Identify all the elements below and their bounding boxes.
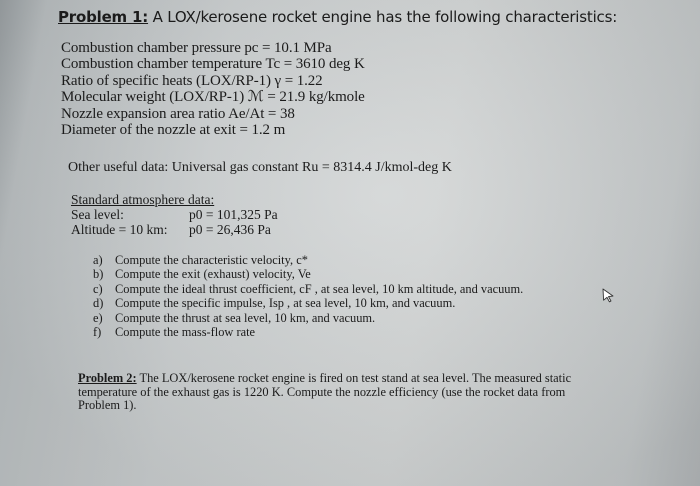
spec-molecular-weight: Molecular weight (LOX/RP-1) ℳ = 21.9 kg/kmole (61, 89, 365, 106)
task-item (93, 253, 523, 267)
task-item (93, 311, 523, 325)
task-text: Compute the ideal thrust coefficient, cF , at sea level, 10 km altitude, and vacuum. (115, 281, 524, 296)
atmosphere-row (71, 207, 278, 222)
task-text: Compute the exit (exhaust) velocity, Ve (115, 267, 311, 282)
task-text: Compute the mass-flow rate (115, 325, 256, 340)
problem-2-paragraph (78, 372, 578, 413)
task-item (93, 282, 523, 296)
problem-2-text: The LOX/kerosene rocket engine is fired on test stand at sea level. The measured static temperature of the exhaust gas is 1220 K. Compute the nozzle efficiency (use the rocket data from Problem 1). (78, 371, 572, 413)
atmosphere-row-value: p0 = 26,436 Pa (189, 222, 271, 237)
atmosphere-heading: Standard atmosphere data: (71, 192, 215, 207)
task-marker: a) (93, 253, 103, 267)
task-item (93, 267, 523, 281)
problem-1-label: Problem 1: (58, 8, 149, 26)
task-marker: b) (93, 267, 104, 282)
task-text: Compute the characteristic velocity, c* (115, 253, 308, 267)
spec-specific-heat-ratio: Ratio of specific heats (LOX/RP-1) γ = 1.22 (61, 72, 323, 89)
task-marker: e) (93, 310, 103, 325)
task-item (93, 325, 523, 339)
spec-chamber-pressure: Combustion chamber pressure pc = 10.1 MPa (61, 40, 332, 56)
task-text: Compute the thrust at sea level, 10 km, and vacuum. (115, 310, 376, 325)
useful-data-line: Other useful data: Universal gas constant Ru = 8314.4 J/kmol-deg K (68, 160, 452, 175)
mouse-pointer-icon (600, 287, 616, 303)
problem-2-label: Problem 2: (78, 371, 137, 385)
task-list (93, 253, 523, 339)
task-marker: f) (93, 325, 102, 340)
task-marker: d) (93, 296, 104, 311)
spec-area-ratio: Nozzle expansion area ratio Ae/At = 38 (61, 105, 295, 122)
task-item (93, 296, 523, 310)
atmosphere-row-value: p0 = 101,325 Pa (189, 207, 278, 222)
standard-atmosphere-data (71, 192, 278, 237)
atmosphere-row (71, 222, 271, 237)
problem-1-heading (58, 8, 617, 26)
task-text: Compute the specific impulse, Isp , at sea level, 10 km, and vacuum. (115, 296, 456, 311)
spec-exit-diameter: Diameter of the nozzle at exit = 1.2 m (61, 122, 286, 139)
task-marker: c) (93, 281, 103, 296)
problem-1-intro: A LOX/kerosene rocket engine has the following characteristics: (152, 8, 618, 26)
atmosphere-row-label: Sea level: (71, 207, 124, 222)
atmosphere-row-label: Altitude = 10 km: (71, 222, 168, 237)
spec-chamber-temperature: Combustion chamber temperature Tc = 3610 deg K (61, 56, 365, 73)
engine-characteristics (61, 40, 365, 138)
